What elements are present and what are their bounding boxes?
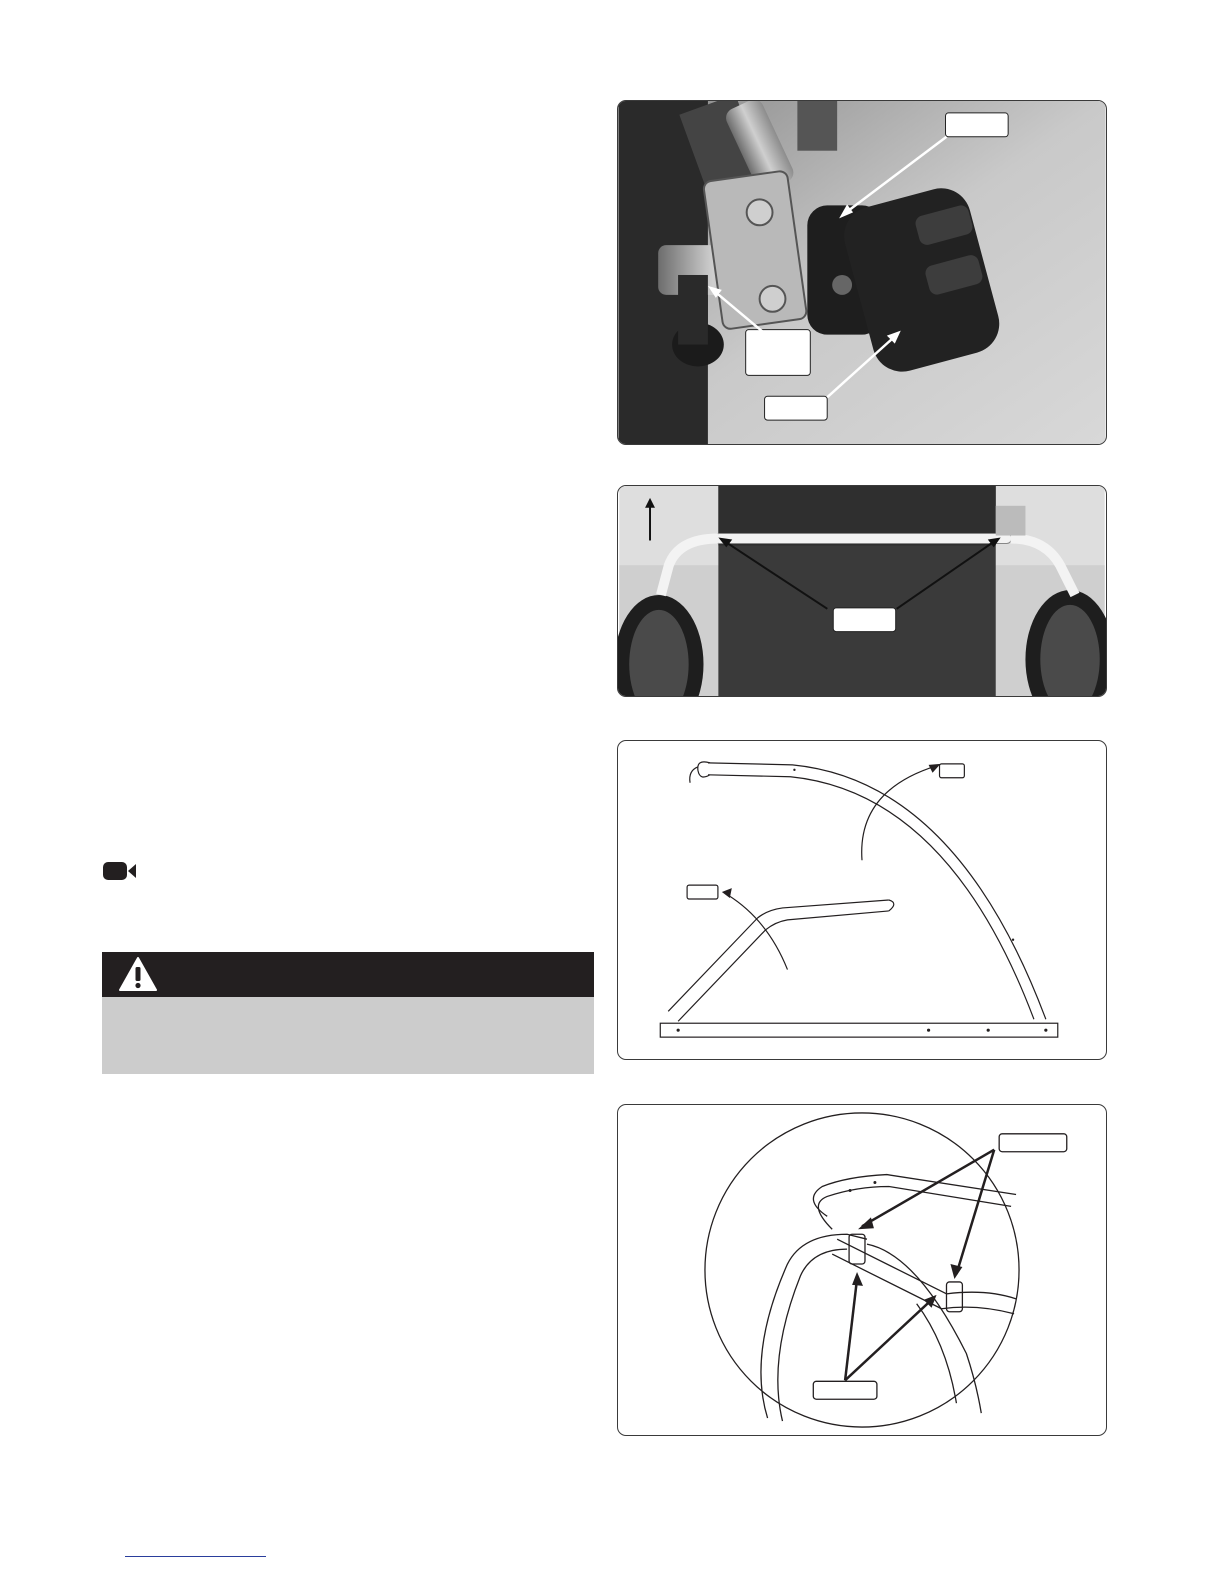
footer-link[interactable] (125, 1556, 266, 1557)
push-bar-photo-image (618, 486, 1106, 696)
warning-header (102, 952, 594, 997)
warning-triangle-icon (118, 956, 158, 992)
figure-canopy-frame-drawing (617, 740, 1107, 1060)
figure-push-bar-photo (617, 485, 1107, 697)
warning-box (102, 952, 594, 1074)
warning-body (102, 997, 594, 1074)
figure-clamp-detail-drawing (617, 1104, 1107, 1436)
wheel-lock-photo-image (618, 101, 1106, 444)
video-camera-icon[interactable] (103, 861, 137, 881)
clamp-detail-drawing-image (618, 1105, 1106, 1435)
figure-wheel-lock-photo (617, 100, 1107, 445)
canopy-frame-drawing-image (618, 741, 1106, 1059)
